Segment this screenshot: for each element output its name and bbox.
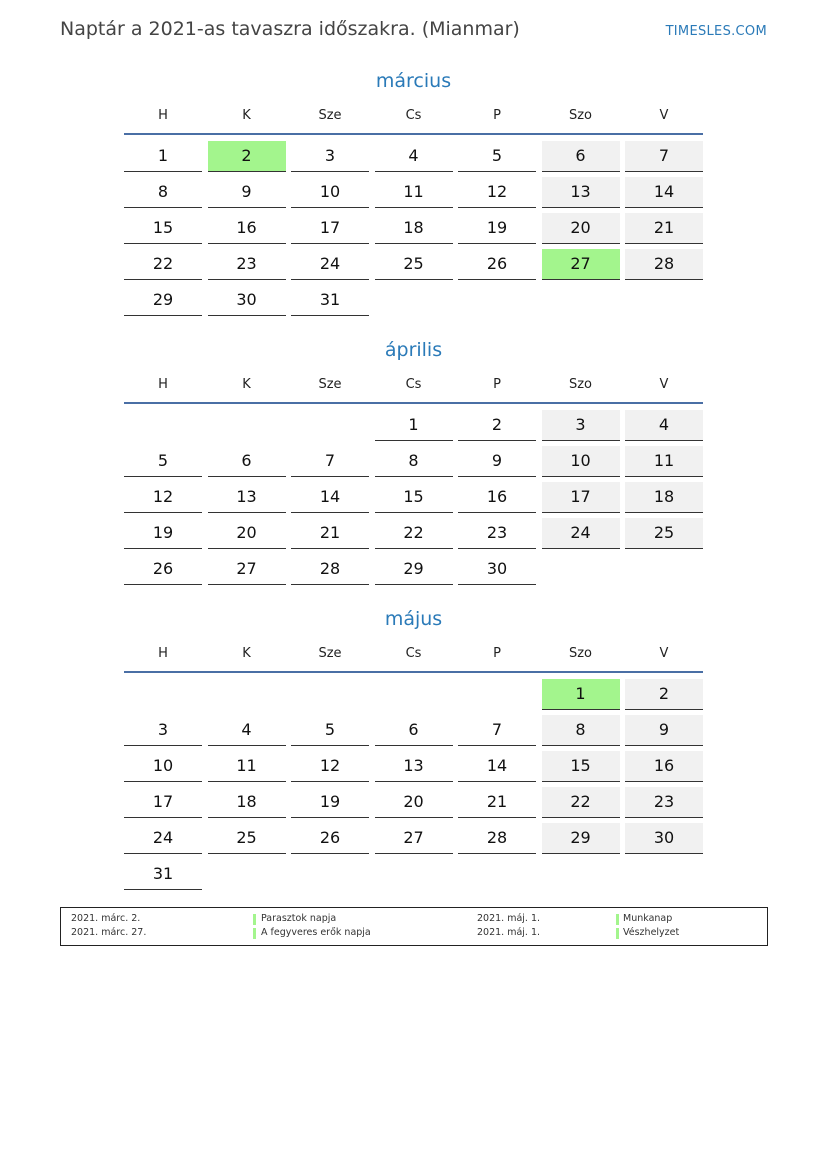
day-cell: 26 [458,249,536,280]
page-title: Naptár a 2021-as tavaszra időszakra. (Mianmar) [60,18,520,40]
day-cell: 2 [458,410,536,441]
weekday-label: Cs [405,377,422,392]
day-cell: 20 [375,787,453,818]
day-cell: 28 [291,554,369,585]
day-cell: 3 [124,715,202,746]
day-cell: 27 [542,249,620,280]
day-cell: 8 [124,177,202,208]
legend-name-4: Vészhelyzet [623,927,680,938]
day-cell: 6 [208,446,286,477]
legend-date-1: 2021. márc. 2. [71,913,141,924]
day-cell: 12 [458,177,536,208]
day-cell: 15 [542,751,620,782]
day-cell: 22 [124,249,202,280]
legend-date-4: 2021. máj. 1. [477,927,541,938]
day-cell: 3 [542,410,620,441]
day-cell: 7 [625,141,703,172]
weekday-label: Sze [318,377,342,392]
day-cell: 9 [458,446,536,477]
weekday-label: P [493,646,501,661]
day-cell: 10 [124,751,202,782]
day-cell: 31 [124,859,202,890]
day-cell: 25 [625,518,703,549]
day-cell: 4 [208,715,286,746]
day-cell: 23 [625,787,703,818]
weekday-header [124,646,703,666]
day-cell: 5 [124,446,202,477]
day-cell: 21 [458,787,536,818]
day-cell: 29 [375,554,453,585]
day-cell: 11 [208,751,286,782]
day-cell: 11 [375,177,453,208]
day-cell: 7 [458,715,536,746]
weekday-label: Cs [405,646,422,661]
day-cell: 24 [124,823,202,854]
weekday-label: V [659,646,669,661]
legend-date-3: 2021. máj. 1. [477,913,541,924]
weekday-label: Szo [568,108,593,123]
day-cell: 1 [375,410,453,441]
legend-marker-4 [616,928,619,939]
weekday-header [124,377,703,397]
day-cell: 25 [375,249,453,280]
day-cell: 14 [291,482,369,513]
header-divider [124,133,703,135]
weekday-label: P [493,377,501,392]
day-cell: 26 [291,823,369,854]
day-cell: 28 [458,823,536,854]
day-cell: 8 [375,446,453,477]
day-cell: 8 [542,715,620,746]
legend-name-3: Munkanap [623,913,673,924]
day-cell: 13 [208,482,286,513]
day-cell: 18 [625,482,703,513]
day-cell: 29 [124,285,202,316]
day-cell: 4 [375,141,453,172]
day-cell: 14 [625,177,703,208]
day-cell: 30 [208,285,286,316]
day-cell: 14 [458,751,536,782]
day-cell: 21 [291,518,369,549]
day-cell: 19 [458,213,536,244]
day-cell: 23 [458,518,536,549]
weekday-label: H [158,108,168,123]
weekday-label: K [242,646,251,661]
day-cell: 6 [375,715,453,746]
day-cell: 20 [542,213,620,244]
day-cell: 4 [625,410,703,441]
legend-marker-1 [253,914,256,925]
weekday-label: K [242,108,251,123]
day-cell: 1 [124,141,202,172]
day-cell: 18 [208,787,286,818]
day-cell: 27 [375,823,453,854]
day-cell: 19 [124,518,202,549]
brand-link[interactable]: TIMESLES.COM [665,24,767,39]
day-cell: 22 [375,518,453,549]
day-cell: 7 [291,446,369,477]
day-cell: 3 [291,141,369,172]
day-cell: 17 [124,787,202,818]
day-cell: 10 [291,177,369,208]
day-cell: 30 [458,554,536,585]
weekday-label: Szo [568,377,593,392]
day-cell: 9 [625,715,703,746]
day-cell: 17 [291,213,369,244]
day-cell: 6 [542,141,620,172]
weekday-label: P [493,108,501,123]
day-cell: 16 [458,482,536,513]
day-cell: 28 [625,249,703,280]
holiday-legend [60,907,768,946]
day-cell: 20 [208,518,286,549]
weekday-header [124,108,703,128]
day-cell: 29 [542,823,620,854]
weekday-label: H [158,646,168,661]
day-cell: 13 [542,177,620,208]
day-cell: 18 [375,213,453,244]
day-cell: 5 [291,715,369,746]
header-divider [124,402,703,404]
legend-name-2: A fegyveres erők napja [261,927,371,938]
header-divider [124,671,703,673]
day-cell: 22 [542,787,620,818]
weekday-label: Cs [405,108,422,123]
day-cell: 9 [208,177,286,208]
month-title: március [375,70,452,92]
day-cell: 16 [625,751,703,782]
month-title: április [384,339,443,361]
day-cell: 19 [291,787,369,818]
day-cell: 25 [208,823,286,854]
day-cell: 12 [124,482,202,513]
weekday-label: V [659,108,669,123]
weekday-label: V [659,377,669,392]
day-cell: 2 [208,141,286,172]
day-cell: 5 [458,141,536,172]
legend-name-1: Parasztok napja [261,913,337,924]
day-cell: 21 [625,213,703,244]
day-cell: 13 [375,751,453,782]
day-cell: 11 [625,446,703,477]
legend-marker-2 [253,928,256,939]
legend-marker-3 [616,914,619,925]
weekday-label: H [158,377,168,392]
day-cell: 10 [542,446,620,477]
day-cell: 27 [208,554,286,585]
day-cell: 17 [542,482,620,513]
day-cell: 2 [625,679,703,710]
day-cell: 23 [208,249,286,280]
day-cell: 26 [124,554,202,585]
month-title: május [384,608,443,630]
day-cell: 16 [208,213,286,244]
day-cell: 31 [291,285,369,316]
day-cell: 12 [291,751,369,782]
day-cell: 15 [124,213,202,244]
day-cell: 15 [375,482,453,513]
weekday-label: Sze [318,646,342,661]
legend-date-2: 2021. márc. 27. [71,927,147,938]
weekday-label: Szo [568,646,593,661]
weekday-label: K [242,377,251,392]
day-cell: 24 [291,249,369,280]
day-cell: 24 [542,518,620,549]
weekday-label: Sze [318,108,342,123]
day-cell: 1 [542,679,620,710]
day-cell: 30 [625,823,703,854]
